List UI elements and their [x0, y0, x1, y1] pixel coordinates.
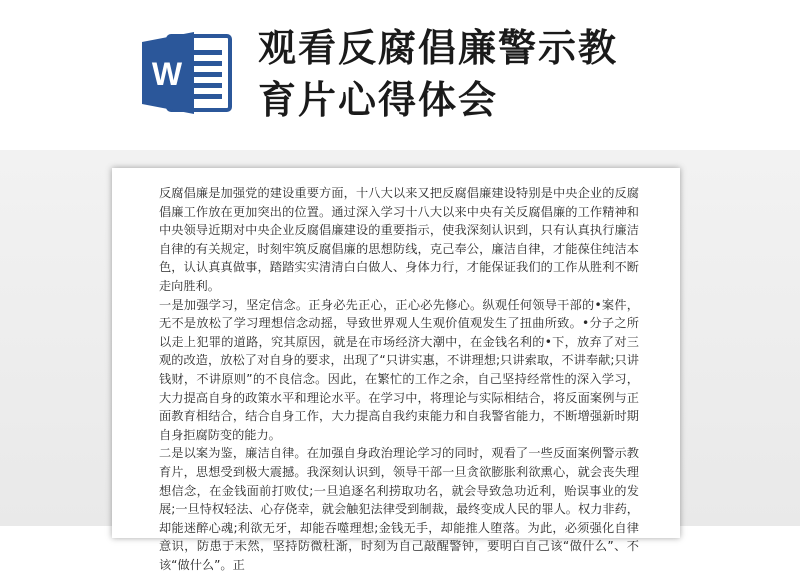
- document-page: [112, 168, 680, 572]
- word-letter: W: [151, 56, 183, 92]
- document-body: [159, 184, 639, 574]
- page-title: [258, 22, 738, 126]
- title-line-2: 育片心得体会: [258, 78, 499, 122]
- title-line-1: 观看反腐倡廉警示教: [258, 26, 619, 70]
- paragraph: 二是以案为鉴，廉洁自律。在加强自身政治理论学习的同时，观看了一些反面案例警示教育片，思想受到极大震撼。我深刻认识到，领导干部一旦贪欲膨胀利欲熏心，就会丧失理想信念，在金钱面前打败仗;一旦追逐名利捞取功名，就会导致急功近利，贻误事业的发展;一旦恃权轻法、心存侥幸，就会触犯法律受到制裁，最终变成人民的罪人。权力非药，却能迷醉心魂;利欲无牙，却能吞噬理想;金钱无手，却能推人堕落。为此，必须强化自律意识，防患于未然，坚持防微杜渐，时刻为自己敲醒警钟，要明白自己该“做什么”、不该“做什么”。正: [159, 446, 639, 572]
- word-document-icon: [138, 30, 234, 116]
- paragraph: 反腐倡廉是加强党的建设重要方面，十八大以来又把反腐倡廉建设特别是中央企业的反腐倡廉工作放在更加突出的位置。通过深入学习十八大以来中央有关反腐倡廉的工作精神和中央领导近期对中央企业反腐倡廉建设的重要指示，使我深刻认识到，只有认真执行廉洁自律的有关规定，时刻牢筑反腐倡廉的思想防线，克己奉公，廉洁自律，才能葆住纯洁本色，认认真真做事，踏踏实实清清白白做人、身体力行，才能保证我们的工作从胜利不断走向胜利。: [159, 186, 639, 293]
- header: [0, 0, 800, 150]
- paragraph: 一是加强学习，坚定信念。正身必先正心，正心必先修心。纵观任何领导干部的•案件，无不是放松了学习理想信念动摇，导致世界观人生观价值观发生了扭曲所致。•分子之所以走上犯罪的道路，究其原因，就是在市场经济大潮中，在金钱名利的•下，放弃了对三观的改造，放松了对自身的要求，出现了“只讲实惠，不讲理想;只讲索取，不讲奉献;只讲钱财，不讲原则”的不良信念。因此，在繁忙的工作之余，自己坚持经常性的深入学习，大力提高自身的政策水平和理论水平。在学习中，将理论与实际相结合，将反面案例与正面教育相结合，结合自身工作，大力提高自我约束能力和自我警省能力，不断增强新时期自身拒腐防变的能力。: [159, 297, 639, 442]
